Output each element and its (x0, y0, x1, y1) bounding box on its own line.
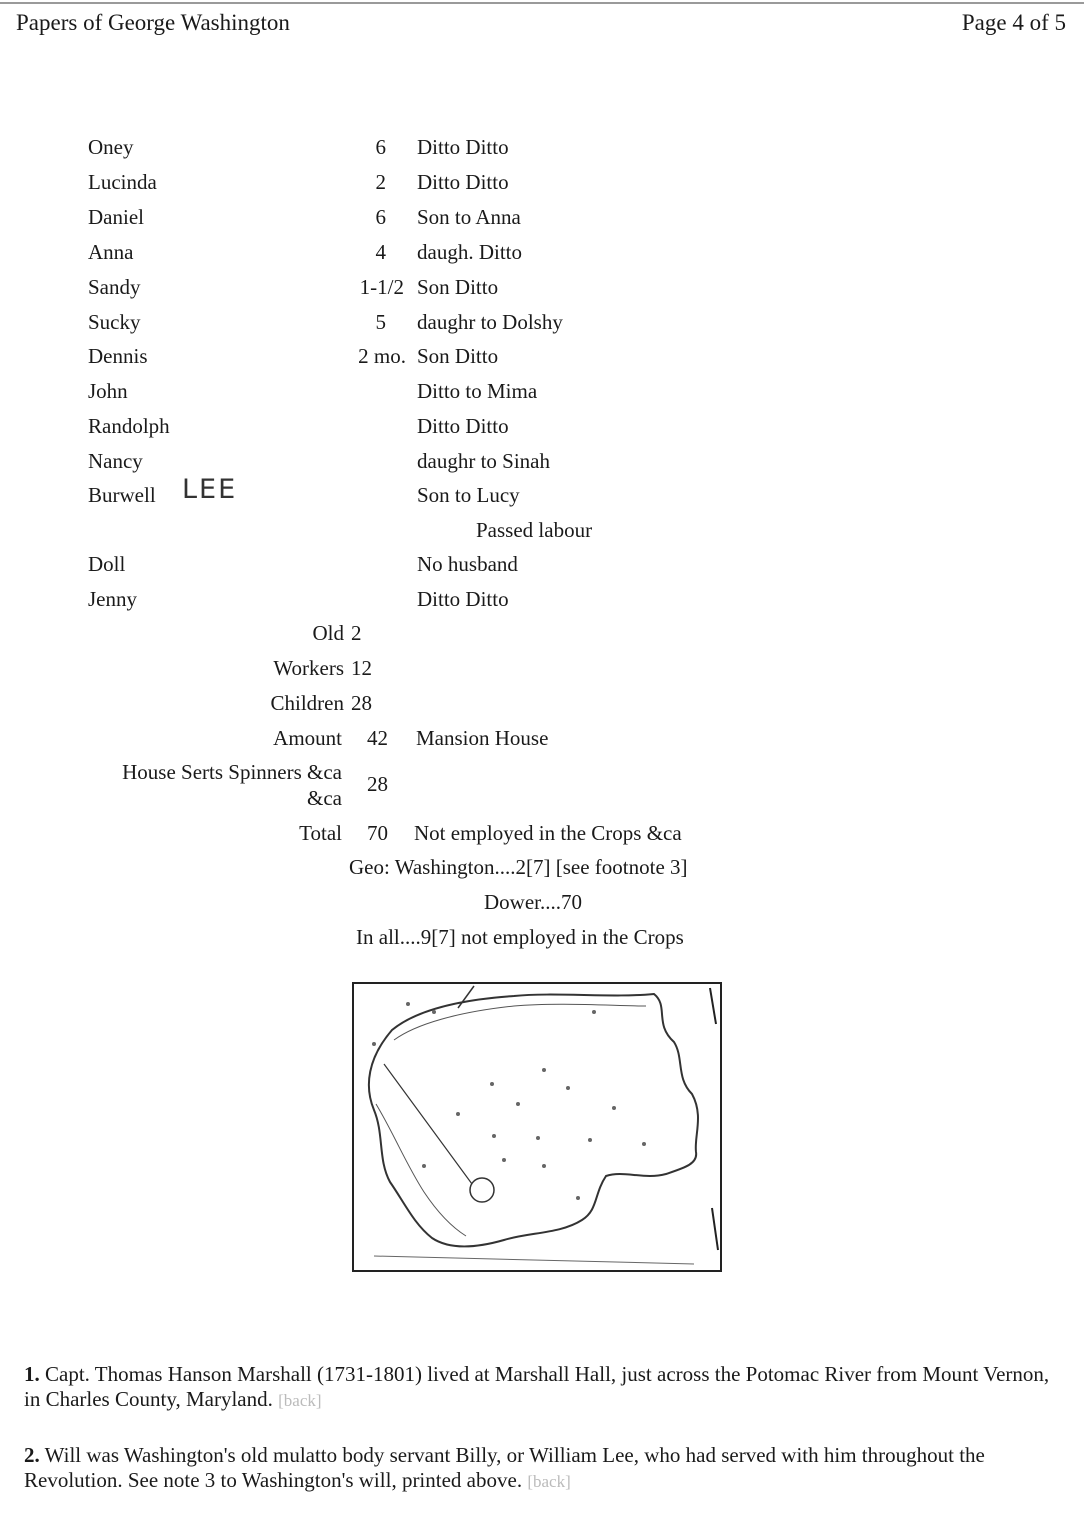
list-item (0, 552, 1084, 584)
person-relation: daughr to Sinah (417, 449, 550, 473)
children-label: Children (270, 691, 344, 715)
footnote-2 (24, 1443, 1054, 1494)
children-value: 28 (351, 691, 372, 715)
person-age: 2 mo. (358, 344, 406, 368)
section-heading: Passed labour (476, 518, 593, 542)
list-item (0, 205, 1084, 237)
dower-line: Dower....70 (484, 890, 582, 914)
person-relation: Ditto Ditto (417, 170, 509, 194)
total-note: Not employed in the Crops &ca (414, 821, 682, 845)
list-item (0, 587, 1084, 619)
list-item (0, 344, 1084, 376)
list-item (0, 240, 1084, 272)
back-link[interactable]: [back] (527, 1472, 571, 1491)
amount-note: Mansion House (416, 726, 549, 750)
person-name: Randolph (88, 414, 170, 438)
person-age: 1-1/2 (359, 275, 404, 299)
map-drawing (354, 984, 720, 1270)
person-relation: Son Ditto (417, 344, 499, 368)
list-item (0, 414, 1084, 446)
back-link[interactable]: [back] (278, 1391, 322, 1410)
person-relation: Ditto Ditto (417, 414, 509, 438)
person-relation: Ditto Ditto (417, 135, 509, 159)
old-label: Old (312, 621, 344, 645)
person-name: Sucky (88, 310, 141, 334)
person-name: Burwell (88, 483, 156, 507)
list-item (0, 483, 1084, 515)
list-item (0, 170, 1084, 202)
person-age: 4 (375, 240, 386, 264)
footnote-text: Will was Washington's old mulatto body servant Billy, or William Lee, who had served with him throughout the Revolution. See note 3 to Washington's will, printed above. (24, 1443, 985, 1492)
person-name: Sandy (88, 275, 141, 299)
handwritten-note: LEE (182, 474, 238, 505)
person-relation: Son to Lucy (417, 483, 520, 507)
old-value: 2 (351, 621, 362, 645)
list-item (0, 275, 1084, 307)
person-age: 2 (375, 170, 386, 194)
person-age: 5 (375, 310, 386, 334)
top-rule (0, 2, 1084, 4)
total-value: 70 (367, 821, 388, 845)
person-name: Doll (88, 552, 126, 576)
person-relation: daughr to Dolshy (417, 310, 563, 334)
person-name: Jenny (88, 587, 137, 611)
workers-label: Workers (273, 656, 344, 680)
amount-label: Amount (273, 726, 342, 750)
person-relation: Ditto to Mima (417, 379, 538, 403)
house-servants-value: 28 (367, 772, 388, 796)
geo-line: Geo: Washington....2[7] [see footnote 3] (349, 855, 688, 879)
person-name: John (88, 379, 128, 403)
person-relation: No husband (417, 552, 518, 576)
person-relation: Ditto Ditto (417, 587, 509, 611)
list-item (0, 310, 1084, 342)
house-servants-label: House Serts Spinners &ca &ca (122, 760, 342, 810)
person-age: 6 (375, 135, 386, 159)
footnote-number: 1. (24, 1362, 40, 1386)
list-item (0, 449, 1084, 481)
person-name: Dennis (88, 344, 148, 368)
person-name: Lucinda (88, 170, 157, 194)
list-item (0, 135, 1084, 167)
footnote-1 (24, 1362, 1054, 1413)
person-name: Oney (88, 135, 134, 159)
person-relation: Son to Anna (417, 205, 521, 229)
page-title: Papers of George Washington (16, 10, 290, 35)
page-number: Page 4 of 5 (961, 10, 1066, 35)
person-name: Anna (88, 240, 134, 264)
footnote-number: 2. (24, 1443, 40, 1467)
workers-value: 12 (351, 656, 372, 680)
person-relation: daugh. Ditto (417, 240, 522, 264)
person-relation: Son Ditto (417, 275, 499, 299)
person-name: Nancy (88, 449, 143, 473)
amount-value: 42 (367, 726, 388, 750)
in-all-line: In all....9[7] not employed in the Crops (356, 925, 684, 949)
total-label: Total (299, 821, 342, 845)
plantation-map-image (352, 982, 722, 1272)
person-name: Daniel (88, 205, 144, 229)
list-item (0, 379, 1084, 411)
person-age: 6 (375, 205, 386, 229)
footnote-text: Capt. Thomas Hanson Marshall (1731-1801) lived at Marshall Hall, just across the Potomac River from Mount Vernon, in Charles County, Maryland. (24, 1362, 1050, 1411)
